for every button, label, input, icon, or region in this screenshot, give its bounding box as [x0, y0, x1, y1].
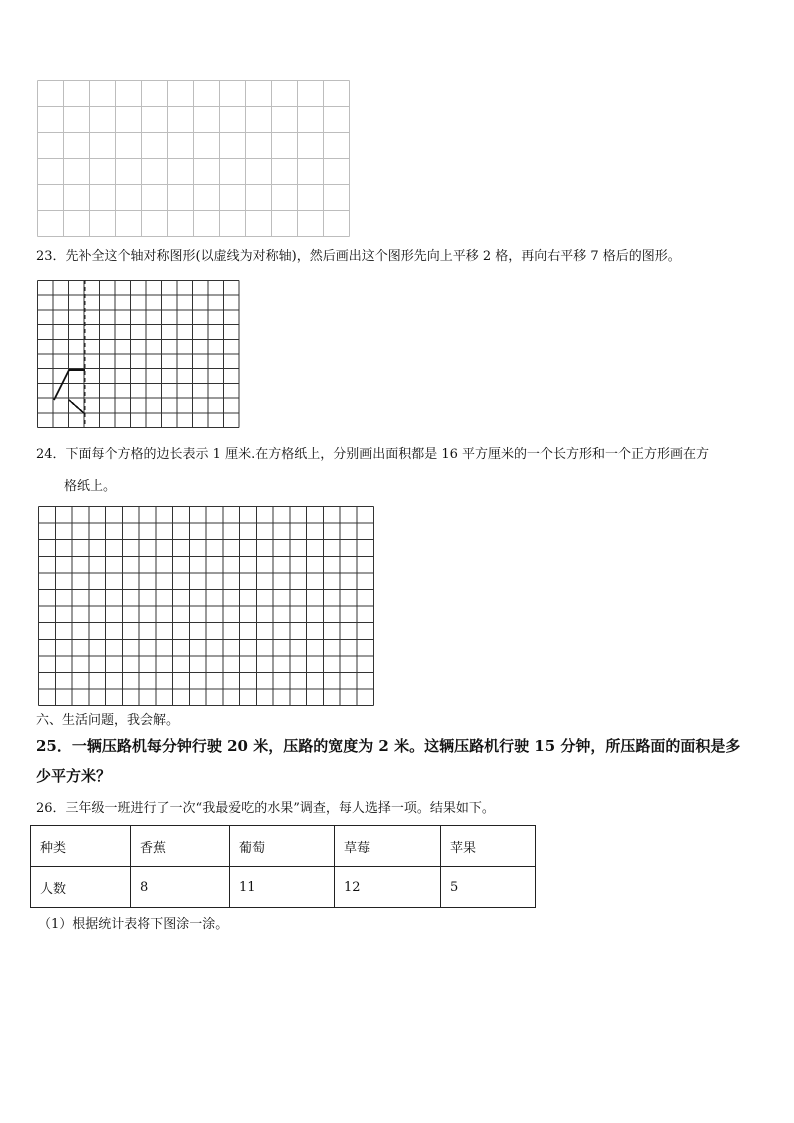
table-cell: 草莓 — [335, 826, 441, 867]
table-cell: 5 — [441, 867, 536, 908]
table-header-row — [31, 826, 536, 867]
fruit-survey-table — [30, 825, 536, 908]
table-cell: 葡萄 — [230, 826, 335, 867]
table-row — [31, 867, 536, 908]
table-cell: 8 — [131, 867, 230, 908]
question-25-line2: 少平方米？ — [36, 767, 112, 785]
question-26-text: 26．三年级一班进行了一次“我最爱吃的水果”调查，每人选择一项。结果如下。 — [36, 801, 495, 816]
table-cell: 人数 — [31, 867, 131, 908]
table-cell: 12 — [335, 867, 441, 908]
section-6-title: 六、生活问题，我会解。 — [36, 713, 180, 728]
table-cell: 11 — [230, 867, 335, 908]
question-23 — [36, 248, 681, 266]
figure-segment — [69, 400, 85, 414]
table-cell: 苹果 — [441, 826, 536, 867]
square-grid-paper — [38, 506, 378, 706]
question-24-line1: 24．下面每个方格的边长表示 1 厘米.在方格纸上，分别画出面积都是 16 平方厘米的一个长方形和一个正方形画在方 — [36, 447, 710, 462]
question-24-line2: 格纸上。 — [64, 479, 117, 494]
symmetry-grid — [37, 280, 245, 430]
figure-segment — [54, 370, 69, 400]
question-23-text: 先补全这个轴对称图形(以虚线为对称轴)，然后画出这个图形先向上平移 2 格，再向右平移 7 格后的图形。 — [65, 249, 681, 264]
question-23-number: 23． — [36, 249, 66, 264]
question-26-sub1: （1）根据统计表将下图涂一涂。 — [38, 917, 229, 932]
table-cell: 香蕉 — [131, 826, 230, 867]
question-25-line1: 25．一辆压路机每分钟行驶 20 米，压路的宽度为 2 米。这辆压路机行驶 15 分钟，所压路面的面积是多 — [36, 737, 741, 755]
blank-grid-top — [37, 80, 350, 238]
table-cell: 种类 — [31, 826, 131, 867]
half-figure — [54, 370, 85, 414]
